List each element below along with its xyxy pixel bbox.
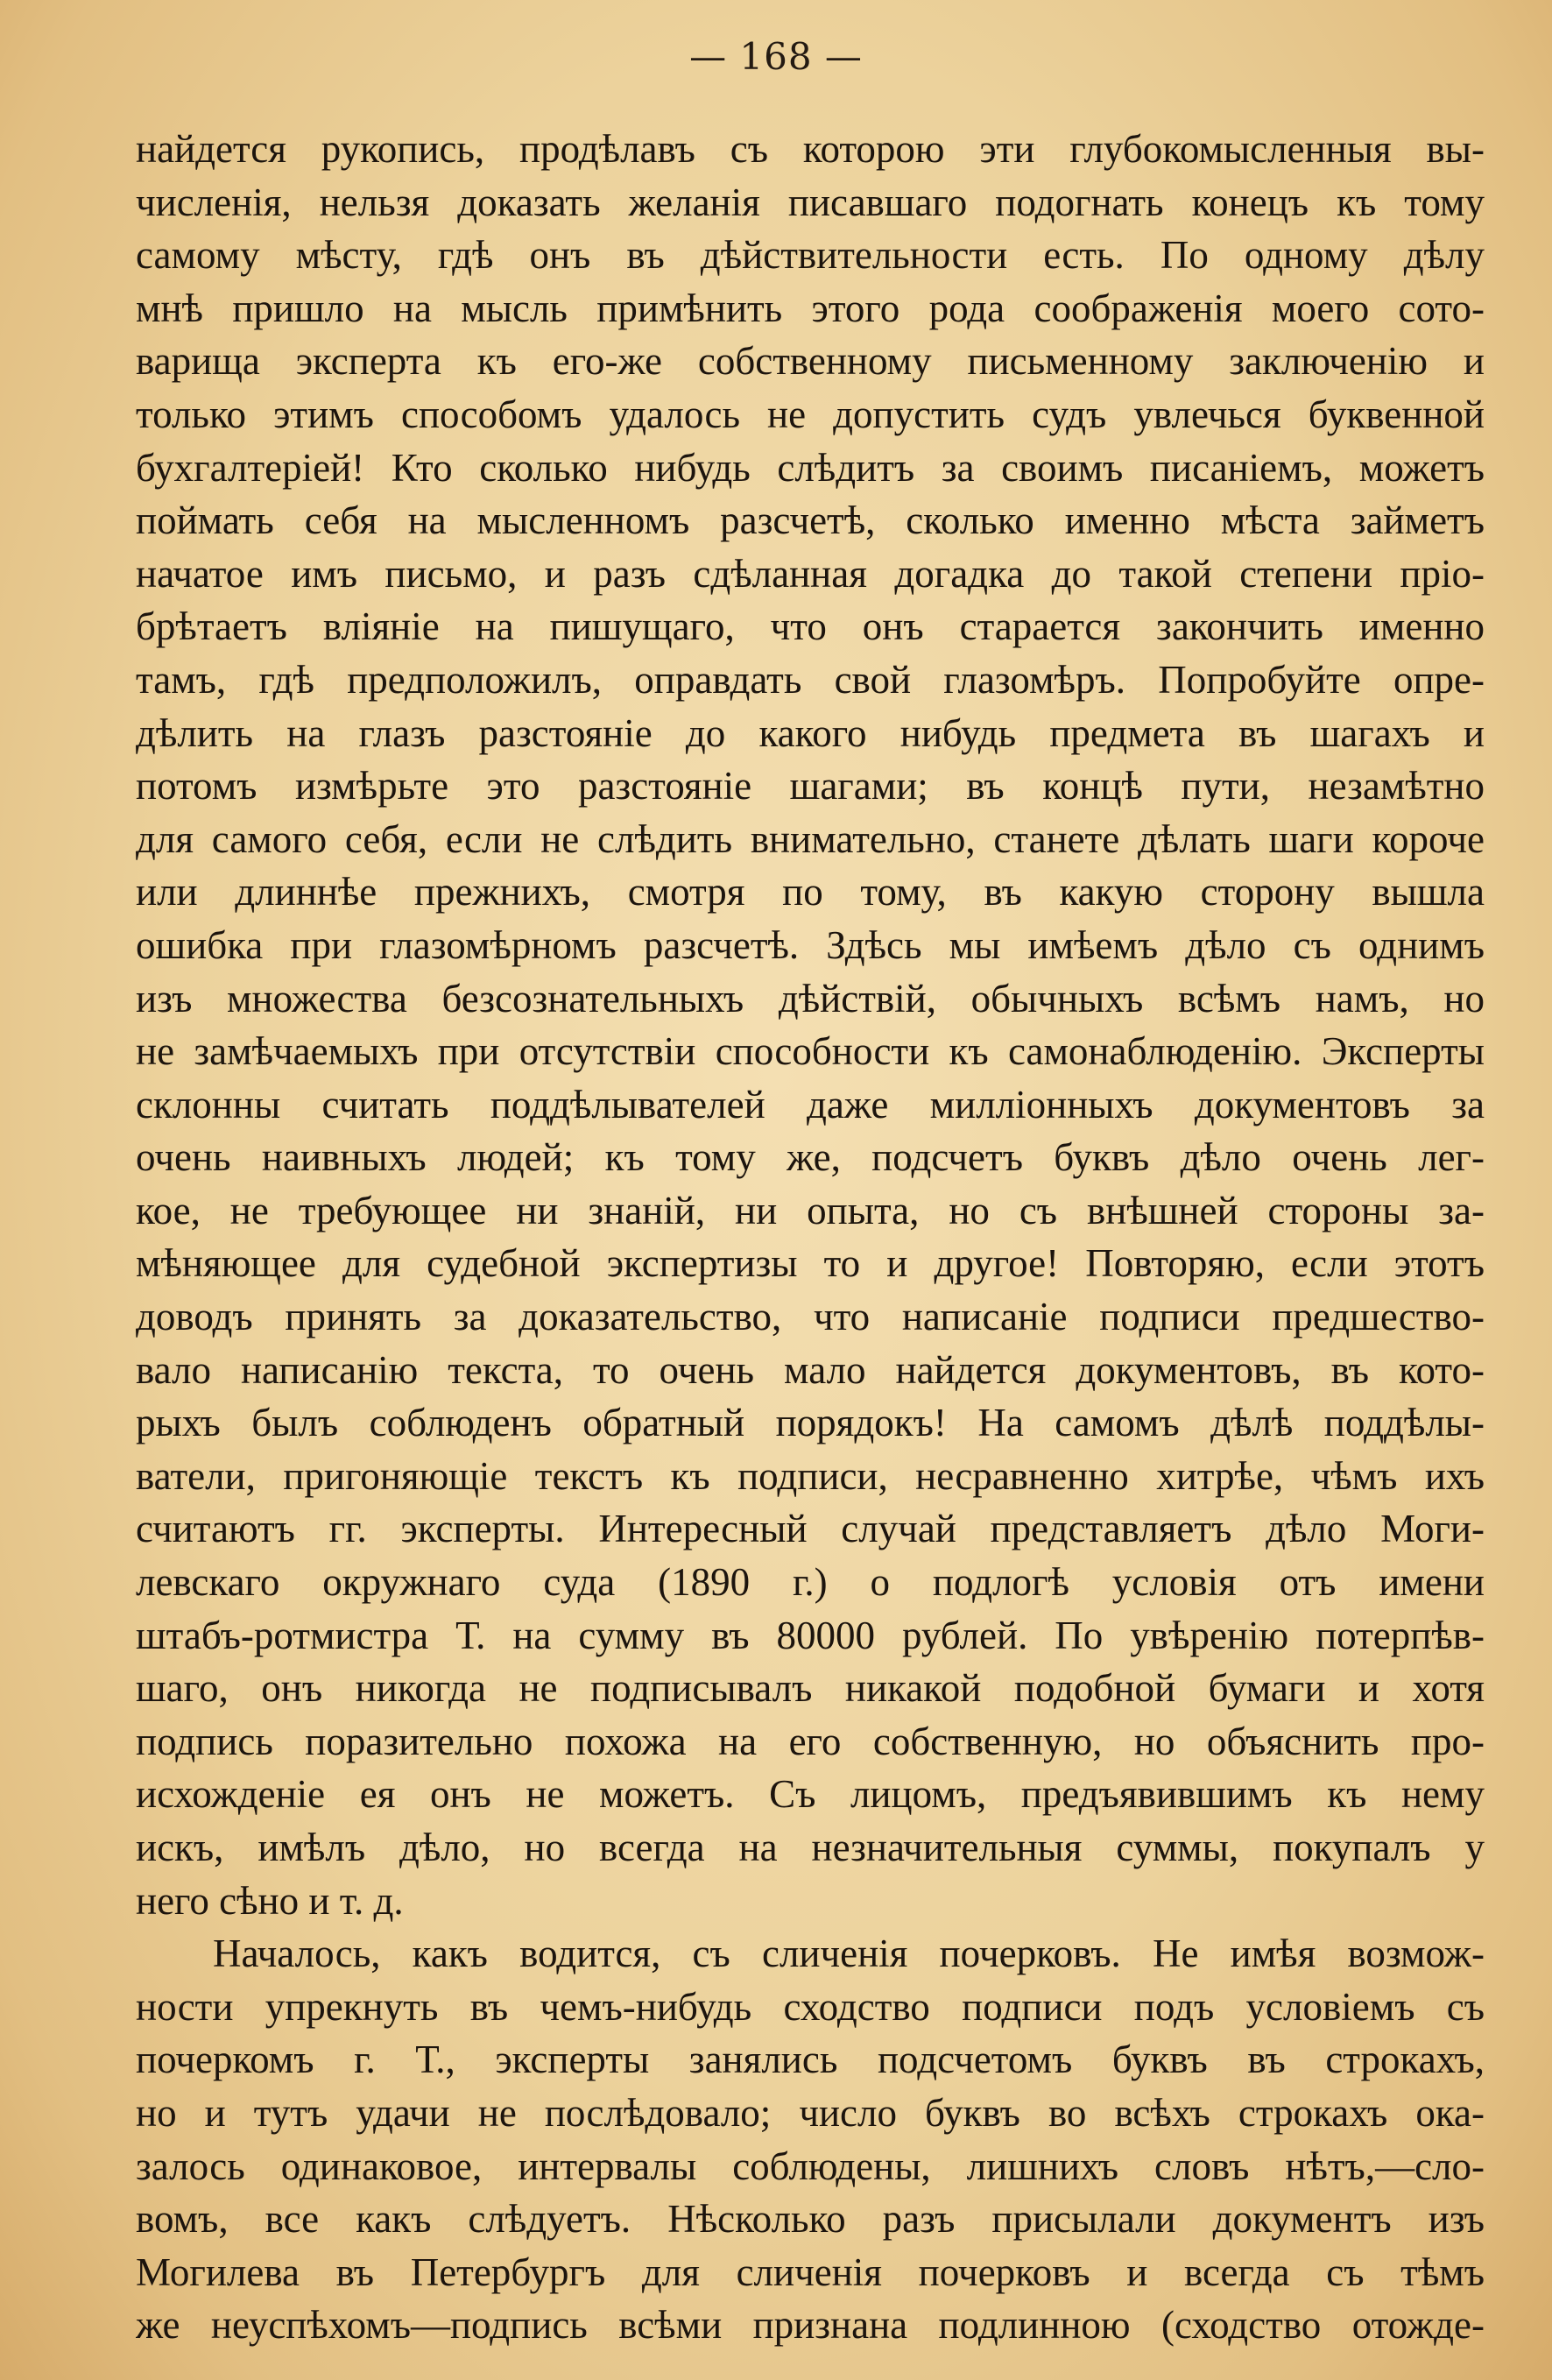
text-line: рыхъ былъ соблюденъ обратный порядокъ! На самомъ дѣлѣ поддѣлы- (136, 1401, 1485, 1445)
text-line: для самого себя, если не слѣдить внимательно, станете дѣлать шаги короче (136, 816, 1485, 861)
text-line: ватели, пригоняющіе текстъ къ подписи, несравненно хитрѣе, чѣмъ ихъ (136, 1453, 1485, 1498)
text-line: мѣняющее для судебной экспертизы то и другое! Повторяю, если этотъ (136, 1241, 1485, 1286)
text-line: левскаго окружнаго суда (1890 г.) о подлогѣ условія отъ имени (136, 1560, 1485, 1605)
text-line: варища эксперта къ его-же собственному письменному заключенію и (136, 339, 1485, 384)
text-line: только этимъ способомъ удалось не допустить судъ увлечься буквенной (136, 392, 1485, 436)
text-line: вомъ, все какъ слѣдуетъ. Нѣсколько разъ присылали документъ изъ (136, 2197, 1485, 2242)
text-line: дѣлить на глазъ разстояніе до какого нибудь предмета въ шагахъ и (136, 710, 1485, 755)
text-line: ошибка при глазомѣрномъ разсчетѣ. Здѣсь мы имѣемъ дѣло съ однимъ (136, 922, 1485, 967)
text-line: или длиннѣе прежнихъ, смотря по тому, въ какую сторону вышла (136, 870, 1485, 915)
text-line: искъ, имѣлъ дѣло, но всегда на незначительныя суммы, покупалъ у (136, 1826, 1485, 1869)
text-line: численія, нельзя доказать желанія писавшаго подогнать конецъ къ тому (136, 180, 1485, 224)
text-line: тамъ, гдѣ предположилъ, оправдать свой глазомѣръ. Попробуйте опре- (136, 657, 1485, 702)
text-line: брѣтаетъ вліяніе на пишущаго, что онъ старается закончить именно (136, 604, 1485, 649)
text-line: исхожденіе ея онъ не можетъ. Съ лицомъ, предъявившимъ къ нему (136, 1772, 1485, 1817)
text-line: склонны считать поддѣлывателей даже милліонныхъ документовъ за (136, 1082, 1485, 1126)
page-number: — 168 — (689, 35, 863, 78)
text-line: очень наивныхъ людей; къ тому же, подсчетъ буквъ дѣло очень лег- (136, 1135, 1485, 1180)
text-line: мнѣ пришло на мысль примѣнить этого рода соображенія моего сото- (136, 286, 1485, 330)
text-line: поймать себя на мысленномъ разсчетѣ, сколько именно мѣста займетъ (136, 498, 1485, 543)
text-line: же неуспѣхомъ—подпись всѣми признана подлинною (сходство отожде- (136, 2303, 1485, 2348)
text-line: кое, не требующее ни знаній, ни опыта, но съ внѣшней стороны за- (136, 1188, 1485, 1232)
text-line: но и тутъ удачи не послѣдовало; число буквъ во всѣхъ строкахъ ока- (136, 2090, 1485, 2135)
text-line: бухгалтеріей! Кто сколько нибудь слѣдитъ за своимъ писаніемъ, можетъ (136, 445, 1485, 490)
text-line: начатое имъ письмо, и разъ сдѣланная догадка до такой степени пріо- (136, 551, 1485, 596)
text-line: вало написанію текста, то очень мало найдется документовъ, въ кото- (136, 1347, 1485, 1392)
text-line: считаютъ гг. эксперты. Интересный случай представляетъ дѣло Моги- (136, 1507, 1485, 1551)
text-line: изъ множества безсознательныхъ дѣйствій, обычныхъ всѣмъ намъ, но (136, 976, 1485, 1021)
paragraph-last-line: него сѣно и т. д. (136, 1878, 404, 1923)
text-line: ности упрекнуть въ чемъ-нибудь сходство подписи подъ условіемъ съ (136, 1984, 1485, 2029)
text-line: Могилева въ Петербургъ для сличенія почерковъ и всегда съ тѣмъ (136, 2249, 1485, 2294)
body-text (136, 123, 1485, 2352)
text-line: доводъ принять за доказательство, что написаніе подписи предшество- (136, 1295, 1485, 1339)
text-line: не замѣчаемыхъ при отсутствіи способности къ самонаблюденію. Эксперты (136, 1029, 1485, 1074)
text-line: найдется рукопись, продѣлавъ съ которою эти глубокомысленныя вы- (136, 127, 1485, 171)
text-line: подпись поразительно похожа на его собственную, но объяснить про- (136, 1719, 1485, 1763)
text-line: шаго, онъ никогда не подписывалъ никакой подобной бумаги и хотя (136, 1666, 1485, 1711)
text-line: штабъ-ротмистра Т. на сумму въ 80000 рублей. По увѣренію потерпѣв- (136, 1613, 1485, 1657)
text-line: залось одинаковое, интервалы соблюдены, лишнихъ словъ нѣтъ,—сло- (136, 2143, 1485, 2188)
text-line: потомъ измѣрьте это разстояніе шагами; въ концѣ пути, незамѣтно (136, 764, 1485, 809)
text-line: самому мѣсту, гдѣ онъ въ дѣйствительности есть. По одному дѣлу (136, 233, 1485, 278)
paragraph-first-line: Началось, какъ водится, съ сличенія почерковъ. Не имѣя возмож- (213, 1932, 1485, 1976)
text-line: почеркомъ г. Т., эксперты занялись подсчетомъ буквъ въ строкахъ, (136, 2037, 1485, 2082)
